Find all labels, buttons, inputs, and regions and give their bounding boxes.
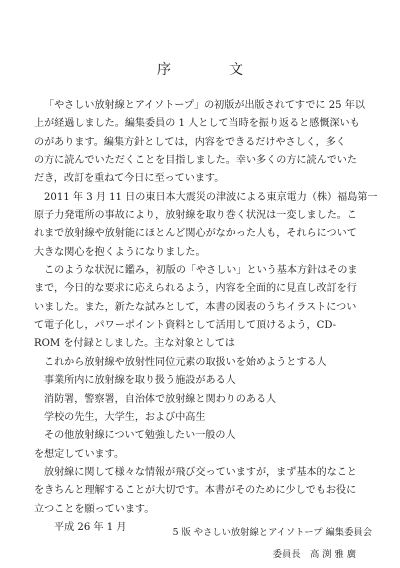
date-line: 平成 26 年 1 月: [54, 521, 127, 533]
text-line: いました。また，新たな試みとして，本書の図表のうちイラストについ: [34, 301, 357, 313]
committee-name: 5 版 やさしい放射線とアイソトープ 編集委員会: [172, 527, 372, 538]
audience-item: 事業所内に放射線を取り扱う施設がある人: [44, 375, 236, 387]
audience-item: その他放射線について勉強したい一般の人: [44, 430, 236, 442]
text-line: ROM を付録としました。主な対象としては: [34, 338, 236, 350]
text-line: だき，改訂を重ねて今日に至っています。: [34, 173, 225, 185]
text-line: の方に読んでいただくことを目指しました。幸い多くの方に読んでいた: [34, 155, 357, 167]
text-line: 上が経過しました。編集委員の 1 人として当時を振り返ると感慨深いも: [34, 118, 360, 130]
text-line: を想定しています。: [34, 448, 125, 460]
text-line: 2011 年 3 月 11 日の東日本大震災の津波による東京電力（株）福島第一: [44, 191, 378, 203]
text-line: まで，今日的な要求に応えられるよう，内容を全面的に見直し改訂を行: [34, 283, 357, 295]
text-line: 放射線に関して様々な情報が飛び交っていますが，まず基本的なこと: [44, 466, 357, 478]
text-line: 「やさしい放射線とアイソトープ」の初版が出版されてすでに 25 年以: [44, 100, 365, 111]
text-line: 原子力発電所の事故により，放射線を取り巻く状況は一変しました。こ: [34, 210, 357, 222]
text-line: 立つことを願っています。: [34, 503, 155, 515]
preface-body: [34, 97, 378, 537]
page-title: 序 文: [157, 62, 265, 78]
audience-item: 学校の先生，大学生，および中高生: [44, 411, 206, 423]
text-line: て電子化し，パワーポイント資料として活用して頂けるよう，CD-: [34, 320, 337, 332]
text-line: 大きな関心を抱くようになりました。: [34, 246, 206, 258]
chair-name: 委員長 高 渕 雅 廣: [272, 549, 356, 560]
audience-item: これから放射線や放射性同位元素の取扱いを始めようとする人: [44, 356, 327, 368]
audience-item: 消防署，警察署，自治体で放射線と関わりのある人: [44, 393, 277, 405]
text-line: をきちんと理解することが大切です。本書がそのために少しでもお役に: [34, 485, 357, 497]
text-line: れまで放射線や放射能にほとんど関心がなかった人も，それらについて: [34, 228, 357, 240]
text-line: のがあります。編集方針としては，内容をできるだけやさしく，多く: [34, 136, 346, 148]
text-line: このような状況に鑑み，初版の「やさしい」という基本方針はそのま: [44, 265, 358, 277]
